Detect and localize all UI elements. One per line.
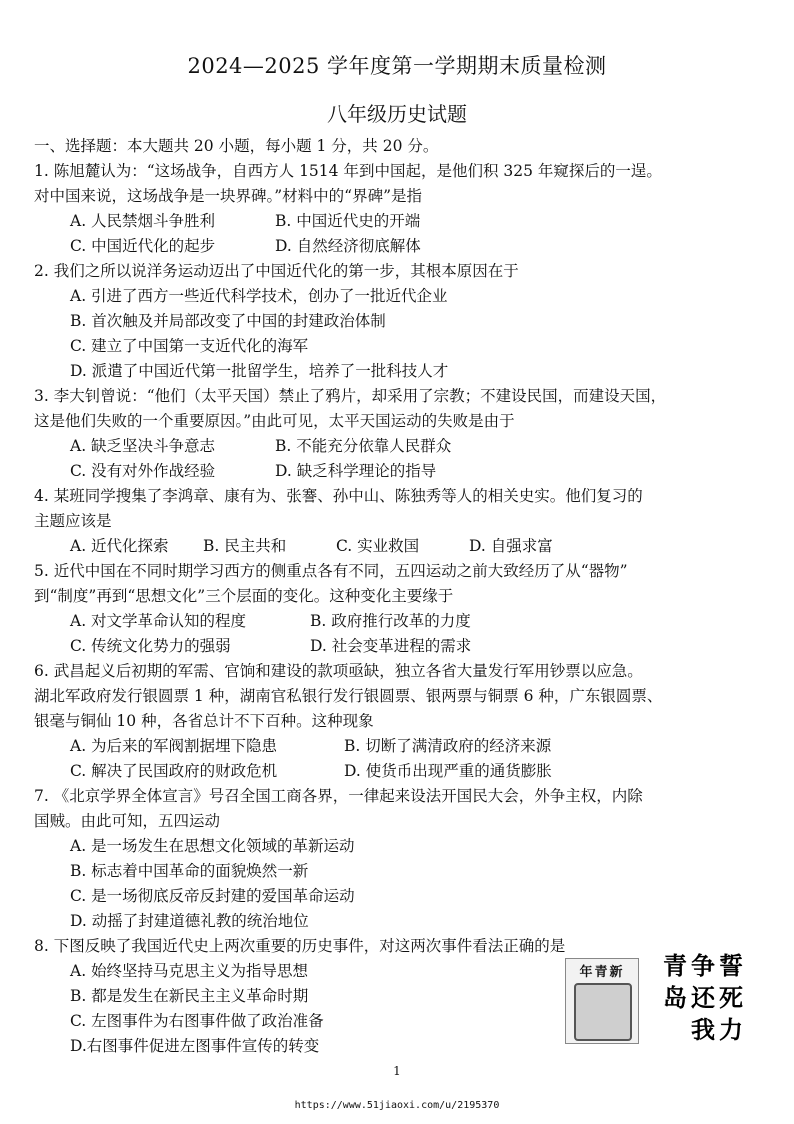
question-8-option-b: B. 都是发生在新民主主义革命时期: [70, 987, 309, 1005]
question-8-stem: 8. 下图反映了我国近代史上两次重要的历史事件，对这两次事件看法正确的是: [34, 937, 566, 955]
question-3-stem-line-1: 3. 李大钊曾说：“他们（太平天国）禁止了鸦片，却采用了宗教；不建设民国，而建设天国，: [34, 387, 667, 405]
page-number: 1: [393, 1064, 401, 1078]
exam-title: 2024—2025 学年度第一学期期末质量检测: [187, 54, 607, 78]
question-4-stem-line-1: 4. 某班同学搜集了李鸿章、康有为、张謇、孙中山、陈独秀等人的相关史实。他们复习的: [34, 487, 643, 505]
calligraphy-char: 我: [691, 1015, 715, 1044]
question-content: [34, 134, 779, 1059]
question-3-options-cd: [34, 459, 779, 484]
question-5-options-ab: [34, 609, 779, 634]
question-2-option-a: A. 引进了西方一些近代科学技术，创办了一批近代企业: [70, 287, 448, 305]
question-5-option-d: D. 社会变革进程的需求: [310, 637, 472, 655]
question-8-option-a: A. 始终坚持马克思主义为指导思想: [70, 962, 309, 980]
question-1-stem-line-1: 1. 陈旭麓认为：“这场战争，自西方人 1514 年到中国起，是他们积 325 年窥探后的一逞。: [34, 162, 662, 180]
calligraphy-char: 岛: [663, 983, 687, 1012]
new-youth-magazine-cover-image: [565, 958, 639, 1044]
question-8-option-c: C. 左图事件为右图事件做了政治准备: [70, 1012, 324, 1030]
question-4-option-a: A. 近代化探索: [70, 537, 169, 555]
question-3-option-c: C. 没有对外作战经验: [70, 462, 216, 480]
exam-subtitle: 八年级历史试题: [327, 102, 467, 126]
question-3-option-d: D. 缺乏科学理论的指导: [275, 462, 437, 480]
question-8-figures: [565, 950, 745, 1046]
question-3-options-ab: [34, 434, 779, 459]
question-2-option-b: B. 首次触及并局部改变了中国的封建政治体制: [70, 312, 386, 330]
section-heading: 一、选择题：本大题共 20 小题，每小题 1 分，共 20 分。: [34, 137, 439, 155]
question-4-options: [34, 534, 779, 559]
calligraphy-char: 死: [719, 983, 743, 1012]
question-4-option-d: D. 自强求富: [469, 537, 553, 555]
calligraphy-char: 力: [719, 1015, 743, 1044]
question-3-option-b: B. 不能充分依靠人民群众: [275, 437, 452, 455]
question-6-options-ab: [34, 734, 779, 759]
question-5-stem-line-2: 到“制度”再到“思想文化”三个层面的变化。这种变化主要缘于: [34, 587, 454, 605]
question-1-stem-line-2: 对中国来说，这场战争是一块界碑。”材料中的“界碑”是指: [34, 187, 423, 205]
new-youth-title: 年青新: [579, 965, 625, 980]
question-1-options-ab: [34, 209, 779, 234]
watermark-url-link[interactable]: https://www.51jiaoxi.com/u/2195370: [294, 1100, 500, 1111]
question-6-stem-line-1: 6. 武昌起义后初期的军需、官饷和建设的款项亟缺，独立各省大量发行军用钞票以应急。: [34, 662, 643, 680]
question-4-option-c: C. 实业救国: [336, 537, 420, 555]
question-4-stem-line-2: 主题应该是: [34, 512, 112, 530]
question-6-stem-line-3: 银毫与铜仙 10 种，各省总计不下百种。这种现象: [34, 712, 374, 730]
question-7-stem-line-1: 7. 《北京学界全体宣言》号召全国工商各界，一律起来设法开国民大会，外争主权，内除: [34, 787, 643, 805]
question-7-option-a: A. 是一场发生在思想文化领域的革新运动: [70, 837, 355, 855]
calligraphy-char: 争: [691, 951, 715, 980]
question-6-option-a: A. 为后来的军阀割据埋下隐患: [70, 737, 278, 755]
calligraphy-char: 誓: [719, 951, 743, 980]
question-2-stem: 2. 我们之所以说洋务运动迈出了中国近代化的第一步，其根本原因在于: [34, 262, 519, 280]
question-7-option-b: B. 标志着中国革命的面貌焕然一新: [70, 862, 309, 880]
question-7-option-d: D. 动摇了封建道德礼教的统治地位: [70, 912, 309, 930]
question-2-option-c: C. 建立了中国第一支近代化的海军: [70, 337, 309, 355]
question-5-stem-line-1: 5. 近代中国在不同时期学习西方的侧重点各有不同，五四运动之前大致经历了从“器物”: [34, 562, 628, 580]
question-5-option-a: A. 对文学革命认知的程度: [70, 612, 247, 630]
calligraphy-char: 还: [691, 983, 715, 1012]
question-3-stem-line-2: 这是他们失败的一个重要原因。”由此可见，太平天国运动的失败是由于: [34, 412, 515, 430]
question-1-option-c: C. 中国近代化的起步: [70, 237, 216, 255]
calligraphy-char: 青: [663, 951, 687, 980]
question-5-option-c: C. 传统文化势力的强弱: [70, 637, 231, 655]
question-1-option-d: D. 自然经济彻底解体: [275, 237, 421, 255]
question-6-stem-line-2: 湖北军政府发行银圆票 1 种，湖南官私银行发行银圆票、银两票与铜票 6 种，广东银圆票、: [34, 687, 663, 705]
question-3-option-a: A. 缺乏坚决斗争意志: [70, 437, 216, 455]
question-6-options-cd: [34, 759, 779, 784]
question-2-option-d: D. 派遣了中国近代第一批留学生，培养了一批科技人才: [70, 362, 449, 380]
question-1-option-b: B. 中国近代史的开端: [275, 212, 421, 230]
question-6-option-c: C. 解决了民国政府的财政危机: [70, 762, 278, 780]
question-6-option-b: B. 切断了满清政府的经济来源: [344, 737, 552, 755]
question-1-option-a: A. 人民禁烟斗争胜利: [70, 212, 216, 230]
question-5-option-b: B. 政府推行改革的力度: [310, 612, 471, 630]
question-5-options-cd: [34, 634, 779, 659]
question-8-option-d: D.右图事件促进左图事件宣传的转变: [70, 1037, 320, 1055]
question-6-option-d: D. 使货币出现严重的通货膨胀: [344, 762, 552, 780]
calligraphy-slogan-image: [661, 950, 745, 1046]
question-7-stem-line-2: 国贼。由此可知，五四运动: [34, 812, 221, 830]
question-4-option-b: B. 民主共和: [203, 537, 287, 555]
question-1-options-cd: [34, 234, 779, 259]
question-7-option-c: C. 是一场彻底反帝反封建的爱国革命运动: [70, 887, 355, 905]
magazine-illustration: [574, 983, 632, 1041]
